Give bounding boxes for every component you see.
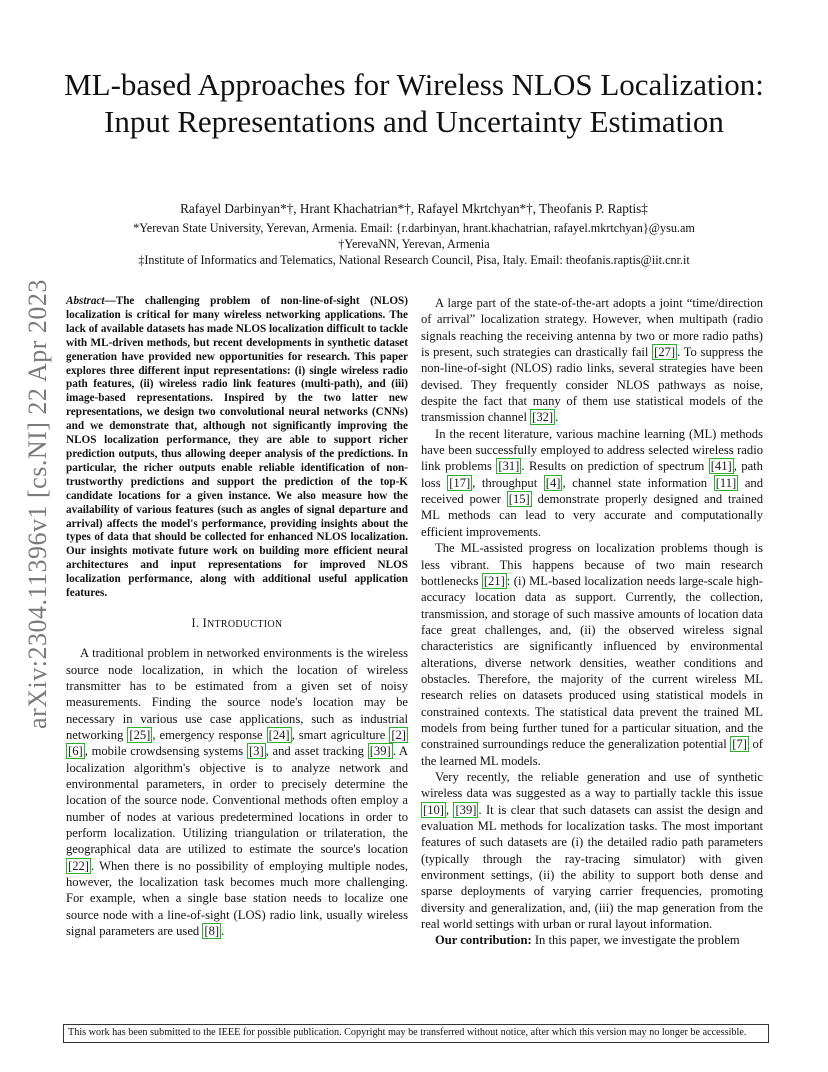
citation-link[interactable]: [7] — [732, 737, 747, 752]
citation-link[interactable]: [39] — [369, 744, 391, 759]
citation-link[interactable]: [10] — [423, 802, 444, 817]
section-heading-introduction: I. INTRODUCTION — [191, 615, 283, 630]
citation-link[interactable]: [15] — [508, 492, 530, 507]
citation-link[interactable]: [11] — [715, 475, 737, 490]
abstract-text: —The challenging problem of non-line-of-sight (NLOS) localization is critical for many wireless networking applications. The lack of available datasets has made NLOS localization difficult to tackle with ML-driven methods, but recent developments in synthetic dataset generation have provided new opportunities for research. This paper explores three different input representations: (i) single wireless radio path features, (ii) wireless radio link features (multi-path), and (iii) image-based representations. Inspired by the two latter new representations, we design two convolutional neural networks (CNNs) and we demonstrate that, although not significantly improving the NLOS localization performance, they are able to support richer prediction outputs, thus allowing deeper analysis of the predictions. In particular, the richer outputs enable reliable identification of non-trustworthy predictions and support the prediction of the top-K candidate locations for a given instance. We also measure how the availability of various features (such as angles of signal departure and arrival) affects the model's performance, providing insights about the types of data that should be collected for enhanced NLOS localization. Our insights motivate future work on building more efficient neural architectures and input representations for improved NLOS localization performance, along with additional useful application features. — [66, 295, 408, 600]
citation-link[interactable]: [25] — [129, 728, 151, 742]
contribution-label: Our contribution: — [435, 933, 532, 948]
citation-link[interactable]: [8] — [204, 924, 220, 939]
body-paragraph-joint-strategy: A large part of the state-of-the-art adopts a joint “time/direction of arrival” localization strategy. However, when multipath (radio signals reaching the receiving antenna by two or more radio paths) is present, such strategies can drastically fail [27] . To suppress the non-line-of-sight (NLOS) radio links, several strategies have been devised. They frequently consider NLOS pathways as noise, despite the fact that many of them use statistical models of the transmission channel [32] . — [421, 296, 763, 425]
abstract-label: Abstract — [66, 295, 105, 307]
affiliation-yerevann: †YerevaNN, Yerevan, Armenia — [338, 237, 490, 251]
body-paragraph-contribution: Our contribution: In this paper, we investigate the problem — [435, 933, 740, 948]
body-paragraph-bottlenecks: The ML-assisted progress on localization problems though is less vibrant. This happens because of two main research bottlenecks [21] : (i) ML-based localization needs large-scale high-accuracy location data as support. Currently, the collection, transmission, and storage of such massive amounts of location data face great challenges, and, (ii) the observed wireless signal characteristics are significantly influenced by environmental alterations, diverse network densities, weather conditions and obstacles. Therefore, the majority of the current wireless ML research relies on datasets produced using statistical models in constrained contexts. The statistical data prevent the trained ML models from being further tuned for a particular situation, and the constrained surroundings reduce the generalization potential [7] of the learned ML models. — [421, 541, 763, 768]
citation-link[interactable]: [39] — [455, 802, 477, 817]
author-list: Rafayel Darbinyan*†, Hrant Khachatrian*†, Rafayel Mkrtchyan*†, Theofanis P. Raptis‡ — [180, 201, 648, 216]
abstract — [66, 295, 408, 601]
affiliation-iit-cnr: ‡Institute of Informatics and Telematics, National Research Council, Pisa, Italy. Email: theofanis.raptis@iit.cnr.it — [138, 253, 690, 267]
citation-link[interactable]: [17] — [449, 475, 471, 490]
arxiv-identifier: arXiv:2304.11396v1 [cs.NI] 22 Apr 2023 — [23, 279, 52, 729]
citation-link[interactable]: [4] — [545, 475, 561, 490]
left-column — [66, 295, 408, 939]
copyright-footnote: This work has been submitted to the IEEE for possible publication. Copyright may be transferred without notice, after which this version may no longer be accessible. — [63, 1024, 769, 1043]
body-paragraph-ml-methods: In the recent literature, various machine learning (ML) methods have been successfully employed to address selected wireless radio link problems [31] . Results on prediction of spectrum [41] , path loss [17] , throughput [4] , channel state information [11] and received power [15] demonstrate properly designed and trained ML methods can lead to very accurate and computationally efficient improvements. — [421, 426, 763, 539]
citation-link[interactable]: [32] — [532, 410, 554, 425]
citation-link[interactable]: [6] — [68, 744, 83, 759]
right-column — [421, 295, 763, 949]
affiliation-ysu: *Yerevan State University, Yerevan, Armenia. Email: {r.darbinyan, hrant.khachatrian, rafayel.mkrtchyan}@ysu.am — [133, 221, 695, 235]
citation-link[interactable]: [22] — [68, 858, 89, 873]
citation-link[interactable]: [27] — [654, 345, 676, 360]
paper-title: ML-based Approaches for Wireless NLOS Localization: Input Representations and Uncertainty Estimation — [64, 67, 764, 139]
citation-link[interactable]: [21] — [483, 573, 505, 588]
intro-paragraph: A traditional problem in networked environments is the wireless source node localization, in which the location of wireless transmitter has to be estimated from a given set of noisy measurements. Finding the source node's location may be necessary in various use case applications, such as industrial networking [25] , emergency response [24] , smart agriculture [2] [6] , mobile crowdsensing systems [3] , and asset tracking [39] . A localization algorithm's objective is to analyze network and environmental parameters, in order to precisely determine the location of the source node. Conventional methods often employ a number of nodes at various predetermined locations in order to perform localization. Utilizing triangulation or trilateration, the geographical data are utilized to estimate the source's location [22] . When there is no possibility of employing multiple nodes, however, the localization task becomes much more challenging. For example, when a single base station needs to localize one source node with a line-of-sight (LOS) radio link, usually wireless signal parameters are used [8] . — [66, 646, 409, 939]
body-paragraph-synthetic-data: Very recently, the reliable generation and use of synthetic wireless data was suggested as a way to partially tackle this issue [10] , [39] . It is clear that such datasets can assist the design and evaluation ML methods for localization tasks. The most important features of such datasets are (i) the detailed radio path parameters (typically through the ray-tracing simulator) with given environment settings, (ii) the ability to support both dense and sparse deployments of varying carrier frequencies, promoting diversity and generalization, and, (iii) the map generation from the real world settings with urban or rural layout information. — [421, 769, 764, 932]
citation-link[interactable]: [3] — [248, 744, 264, 759]
citation-link[interactable]: [41] — [710, 459, 732, 474]
citation-link[interactable]: [2] — [391, 728, 406, 742]
citation-link[interactable]: [24] — [268, 728, 290, 742]
citation-link[interactable]: [31] — [498, 459, 520, 474]
